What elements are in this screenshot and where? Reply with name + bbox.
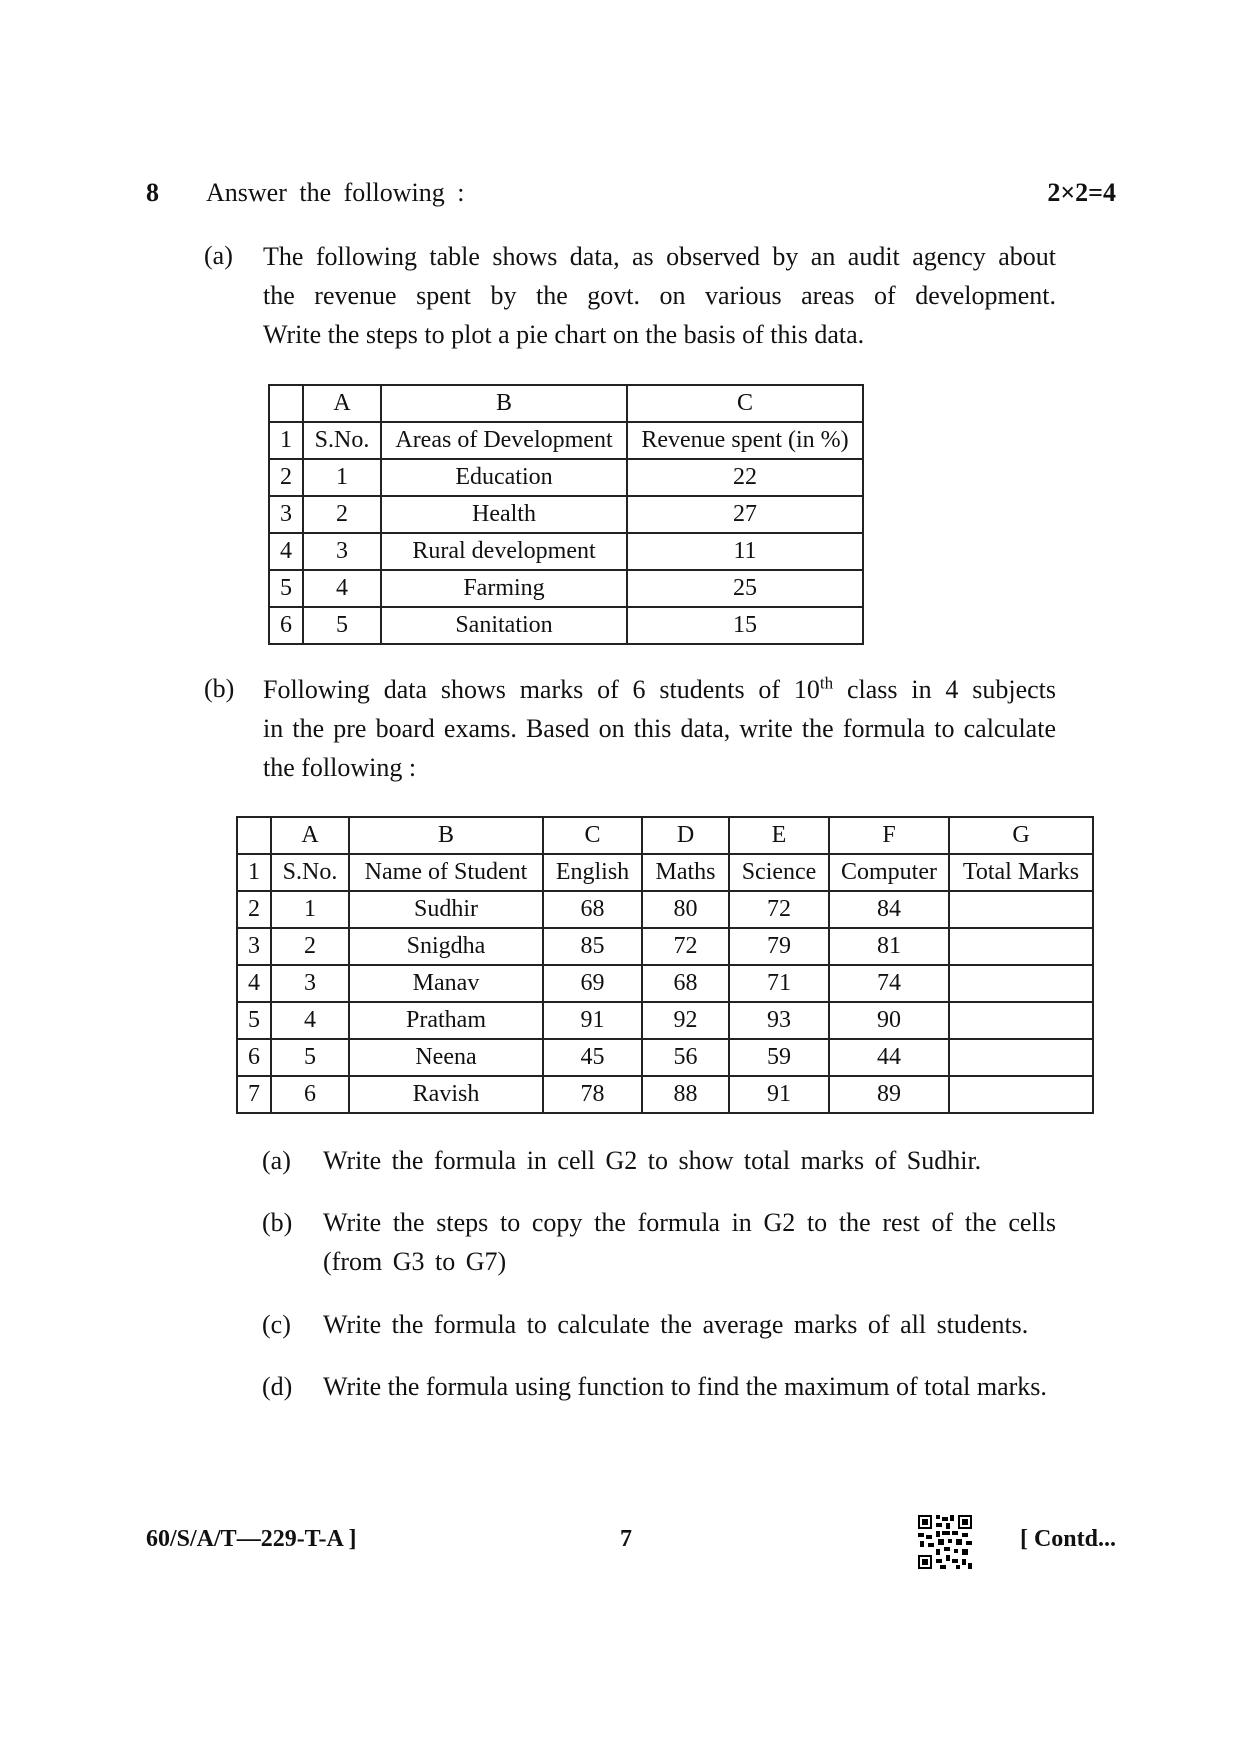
marks-table-cell: 93	[729, 1002, 829, 1039]
marks-table-cell: 56	[642, 1039, 729, 1076]
marks-table-cell: 79	[729, 928, 829, 965]
marks-table-cell: Ravish	[349, 1076, 543, 1113]
continued-label: [ Contd...	[1019, 1526, 1116, 1552]
marks-table-col-letter: D	[642, 817, 729, 854]
marks-table-cell: 68	[642, 965, 729, 1002]
marks-table-row	[237, 965, 1093, 1002]
marks-table-col-letter: B	[349, 817, 543, 854]
revenue-table-cell: Rural development	[381, 533, 627, 570]
marks-table-row	[237, 1002, 1093, 1039]
marks-table-cell: 44	[829, 1039, 949, 1076]
revenue-table-row	[269, 533, 863, 570]
revenue-table-cell: Revenue spent (in %)	[627, 422, 863, 459]
revenue-table-row-number: 2	[269, 459, 303, 496]
subpart-b-text-2: (from G3 to G7)	[323, 1247, 507, 1276]
revenue-table-col-letter: A	[303, 385, 381, 422]
marks-table-cell: 72	[642, 928, 729, 965]
marks-table-cell: 45	[543, 1039, 642, 1076]
revenue-table-cell: 27	[627, 496, 863, 533]
revenue-table-col-letter: B	[381, 385, 627, 422]
revenue-table-cell: Sanitation	[381, 607, 627, 644]
revenue-table-cell: Areas of Development	[381, 422, 627, 459]
revenue-table-row-number: 5	[269, 570, 303, 607]
question-title: Answer the following :	[206, 178, 465, 207]
revenue-table-cell: 4	[303, 570, 381, 607]
subpart-d-text: Write the formula using function to find the maximum of total marks.	[323, 1372, 1047, 1401]
marks-table-cell: 3	[271, 965, 349, 1002]
revenue-table-row-number: 6	[269, 607, 303, 644]
marks-table-cell	[949, 1039, 1093, 1076]
marks-table-row-number: 4	[237, 965, 271, 1002]
marks-table-cell	[949, 965, 1093, 1002]
revenue-table-col-letter	[269, 385, 303, 422]
part-b-line-1-post: class in 4 subjects	[833, 675, 1056, 704]
marks-table-row	[237, 928, 1093, 965]
marks-table-cell: 84	[829, 891, 949, 928]
qr-code-icon	[918, 1515, 972, 1569]
marks-table-row-number: 3	[237, 928, 271, 965]
subpart-c-text: Write the formula to calculate the average marks of all students.	[323, 1310, 1029, 1339]
revenue-table-row	[269, 422, 863, 459]
marks-table-cell: 69	[543, 965, 642, 1002]
part-a-label: (a)	[204, 241, 233, 270]
part-a-line-1: The following table shows data, as observed by an audit agency about	[263, 242, 1056, 271]
subpart-a-text: Write the formula in cell G2 to show total marks of Sudhir.	[323, 1146, 982, 1175]
marks-table-cell	[949, 1002, 1093, 1039]
revenue-table-cell: 1	[303, 459, 381, 496]
revenue-table-cell: 25	[627, 570, 863, 607]
revenue-table-row-number: 4	[269, 533, 303, 570]
revenue-table-cell: Farming	[381, 570, 627, 607]
marks-table-cell: 88	[642, 1076, 729, 1113]
marks-table-cell: Computer	[829, 854, 949, 891]
marks-table-row-number: 5	[237, 1002, 271, 1039]
marks-table-col-letter	[237, 817, 271, 854]
page-number: 7	[620, 1526, 632, 1552]
marks-table-row	[237, 891, 1093, 928]
revenue-table-row	[269, 607, 863, 644]
marks-table-cell: 72	[729, 891, 829, 928]
revenue-table-cell: 5	[303, 607, 381, 644]
revenue-table-cell: 3	[303, 533, 381, 570]
marks-table-cell: 1	[271, 891, 349, 928]
marks-table-cell: 91	[543, 1002, 642, 1039]
marks-table-col-letter: E	[729, 817, 829, 854]
marks-table-cell: 90	[829, 1002, 949, 1039]
marks-table-cell: 92	[642, 1002, 729, 1039]
marks-table-cell: 89	[829, 1076, 949, 1113]
marks-table-cell: 4	[271, 1002, 349, 1039]
marks-table-cell: Maths	[642, 854, 729, 891]
revenue-table-column-letters	[269, 385, 863, 422]
subpart-d-label: (d)	[262, 1372, 293, 1401]
marks-table-row-number: 7	[237, 1076, 271, 1113]
revenue-table-row	[269, 459, 863, 496]
revenue-table-cell: S.No.	[303, 422, 381, 459]
part-b-line-2: in the pre board exams. Based on this data, write the formula to calculate	[263, 714, 1056, 743]
revenue-table-row	[269, 496, 863, 533]
marks-table-cell: 71	[729, 965, 829, 1002]
revenue-table	[268, 384, 864, 645]
marks-table-cell: 78	[543, 1076, 642, 1113]
paper-code: 60/S/A/T—229-T-A ]	[146, 1526, 357, 1552]
subpart-a-label: (a)	[262, 1146, 291, 1175]
marks-table-cell: 85	[543, 928, 642, 965]
marks-table-row-number: 2	[237, 891, 271, 928]
marks-table-col-letter: F	[829, 817, 949, 854]
revenue-table-cell: 11	[627, 533, 863, 570]
revenue-table-cell: 15	[627, 607, 863, 644]
marks-table-column-letters	[237, 817, 1093, 854]
revenue-table-row	[269, 570, 863, 607]
marks-table-cell: Name of Student	[349, 854, 543, 891]
part-b-text	[263, 670, 1056, 787]
part-a-line-3: Write the steps to plot a pie chart on the basis of this data.	[263, 320, 865, 349]
subpart-c-label: (c)	[262, 1310, 291, 1339]
superscript-th: th	[819, 673, 834, 693]
marks-table-cell: Total Marks	[949, 854, 1093, 891]
marks-table-cell: Neena	[349, 1039, 543, 1076]
revenue-table-cell: 22	[627, 459, 863, 496]
subpart-b-text-1: Write the steps to copy the formula in G2 to the rest of the cells	[323, 1208, 1056, 1237]
marks-table-row-number: 6	[237, 1039, 271, 1076]
marks-table-row	[237, 854, 1093, 891]
revenue-table-row-number: 1	[269, 422, 303, 459]
marks-table-cell: 91	[729, 1076, 829, 1113]
question-marks: 2×2=4	[1047, 178, 1116, 207]
marks-table-cell: English	[543, 854, 642, 891]
part-b-line-1-pre: Following data shows marks of 6 students of 10	[263, 675, 820, 704]
marks-table-cell: S.No.	[271, 854, 349, 891]
marks-table-row	[237, 1039, 1093, 1076]
marks-table-cell: 81	[829, 928, 949, 965]
marks-table-cell	[949, 891, 1093, 928]
marks-table-cell: Manav	[349, 965, 543, 1002]
part-a-text	[263, 237, 1056, 354]
part-b-line-1	[263, 670, 1056, 709]
question-number: 8	[146, 178, 159, 207]
marks-table-cell: Science	[729, 854, 829, 891]
marks-table-col-letter: G	[949, 817, 1093, 854]
marks-table-cell: Pratham	[349, 1002, 543, 1039]
marks-table-col-letter: C	[543, 817, 642, 854]
marks-table-cell: 68	[543, 891, 642, 928]
part-a-line-2: the revenue spent by the govt. on various areas of development.	[263, 281, 1056, 310]
marks-table-cell: Sudhir	[349, 891, 543, 928]
marks-table-cell: 59	[729, 1039, 829, 1076]
revenue-table-col-letter: C	[627, 385, 863, 422]
marks-table-cell: 74	[829, 965, 949, 1002]
marks-table-col-letter: A	[271, 817, 349, 854]
marks-table-cell: 80	[642, 891, 729, 928]
revenue-table-row-number: 3	[269, 496, 303, 533]
marks-table-cell	[949, 1076, 1093, 1113]
marks-table-cell: 6	[271, 1076, 349, 1113]
marks-table-cell: Snigdha	[349, 928, 543, 965]
marks-table-cell: 2	[271, 928, 349, 965]
subpart-b-label: (b)	[262, 1208, 293, 1237]
revenue-table-cell: 2	[303, 496, 381, 533]
marks-table-row-number: 1	[237, 854, 271, 891]
revenue-table-cell: Education	[381, 459, 627, 496]
marks-table-cell	[949, 928, 1093, 965]
part-b-line-3: the following :	[263, 753, 417, 782]
revenue-table-cell: Health	[381, 496, 627, 533]
marks-table	[236, 816, 1094, 1114]
marks-table-row	[237, 1076, 1093, 1113]
part-b-label: (b)	[204, 674, 235, 703]
marks-table-cell: 5	[271, 1039, 349, 1076]
